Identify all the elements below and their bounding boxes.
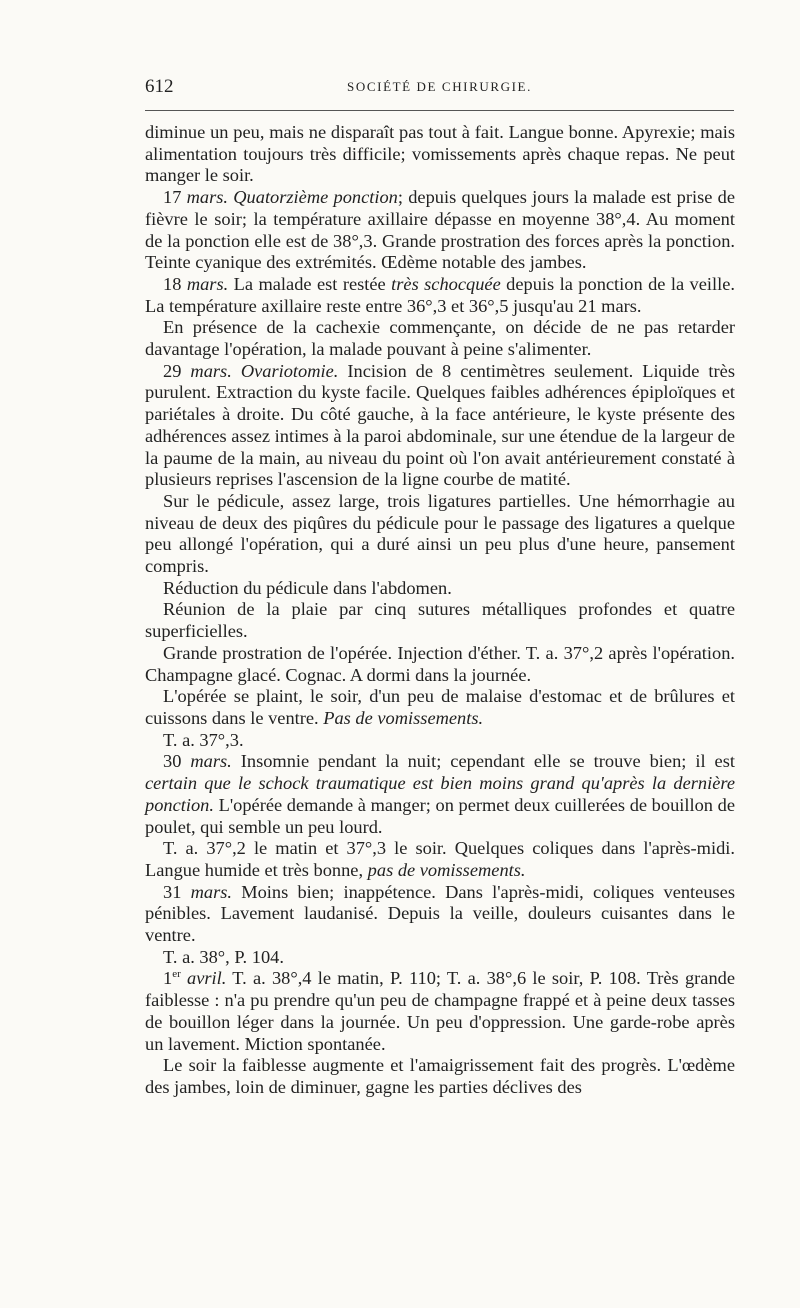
text-run: Incision de 8 centimètres seulement. Liquide très purulent. Extraction du kyste facile. Quelques faibles adhérences épiploïques et pariétales à droite. Du côté gauche, à la face antérieure, le kyste présente des adhérences assez intimes à la paroi abdominale, sur une étendue de la largeur de la paume de la main, au niveau du point où l'on avait antérieurement constaté à plusieurs reprises l'ascension de la ligne courbe de matité. [145, 360, 735, 490]
paragraph [145, 491, 735, 578]
text-run: Insomnie pendant la nuit; cependant elle se trouve bien; il est [231, 751, 735, 772]
text-run: T. a. 37°,3. [163, 729, 244, 750]
text-run: Moins bien; inappétence. Dans l'après-midi, coliques venteuses pénibles. Lavement laudanisé. Depuis la veille, douleurs cuisantes dans le ventre. [145, 881, 735, 946]
text-run: er [172, 968, 181, 981]
paragraph [145, 751, 735, 838]
text-run: T. a. 37°,2 le matin et 37°,3 le soir. Quelques coliques dans l'après-midi. Langue humide et très bonne, [145, 838, 735, 880]
italic-text: certain que le schock traumatique est bien moins grand qu'après la dernière ponction. [145, 773, 735, 815]
text-run: 31 [163, 881, 191, 902]
paragraph [145, 578, 735, 600]
text-run: Sur le pédicule, assez large, trois ligatures partielles. Une hémorrhagie au niveau de deux des piqûres du pédicule pour le passage des ligatures a quelque peu allongé l'opération, qui a duré ainsi un peu plus d'une heure, pansement compris. [145, 490, 735, 577]
italic-text: mars. Ovariotomie. [190, 360, 339, 381]
text-run: 30 [163, 751, 191, 772]
italic-text: avril. [187, 968, 227, 989]
italic-text: mars. Quatorzième ponction [186, 187, 398, 208]
paragraph [145, 317, 735, 360]
italic-text: mars. [186, 273, 229, 294]
header-rule [145, 110, 734, 111]
paragraph [145, 187, 735, 274]
text-run: Réunion de la plaie par cinq sutures métalliques profondes et quatre superficielles. [145, 599, 735, 642]
page-header [145, 76, 734, 98]
paragraph [145, 882, 735, 947]
body-text [145, 122, 735, 1099]
text-run: Réduction du pédicule dans l'abdomen. [163, 577, 452, 598]
paragraph [145, 599, 735, 642]
text-run: depuis la ponction de la veille. La température axillaire reste entre 36°,3 et 36°,5 jusqu'au 21 mars. [145, 273, 736, 316]
text-run: L'opérée se plaint, le soir, d'un peu de malaise d'estomac et de brûlures et cuissons dans le ventre. [145, 686, 735, 728]
italic-text: très schocquée [391, 273, 501, 294]
paragraph [145, 122, 735, 187]
text-run: 17 [163, 187, 187, 208]
page-number: 612 [145, 76, 174, 97]
running-title: SOCIÉTÉ DE CHIRURGIE. [347, 79, 532, 94]
text-run: T. a. 38°,4 le matin, P. 110; T. a. 38°,6 le soir, P. 108. Très grande faiblesse : n'a pu prendre qu'un peu de champagne frappé et à peine deux tasses de bouillon léger dans la journée. Un peu d'oppression. Une garde-robe après un lavement. Miction spontanée. [145, 968, 735, 1054]
text-run: diminue un peu, mais ne disparaît pas tout à fait. Langue bonne. Apyrexie; mais alimentation toujours très difficile; vomissements après chaque repas. Ne peut manger le soir. [145, 122, 735, 186]
text-run: La malade est restée [228, 273, 392, 294]
paragraph [145, 838, 735, 881]
paragraph [145, 361, 735, 491]
italic-text: pas de vomissements. [367, 859, 526, 880]
paragraph [145, 1055, 735, 1098]
text-run: Grande prostration de l'opérée. Injection d'éther. T. a. 37°,2 après l'opération. Champagne glacé. Cognac. A dormi dans la journée. [145, 642, 735, 685]
paragraph [145, 730, 735, 752]
paragraph [145, 686, 735, 729]
text-run: 18 [163, 273, 187, 294]
paragraph [145, 643, 735, 686]
paragraph [145, 968, 735, 1055]
text-run: 29 [163, 360, 191, 381]
paragraph [145, 274, 735, 317]
text-run: T. a. 38°, P. 104. [163, 946, 284, 967]
paragraph [145, 947, 735, 969]
text-run: L'opérée demande à manger; on permet deux cuillerées de bouillon de poulet, qui semble un peu lourd. [145, 794, 735, 837]
italic-text: mars. [190, 751, 232, 772]
text-run: En présence de la cachexie commençante, on décide de ne pas retarder davantage l'opération, la malade pouvant à peine s'alimenter. [145, 317, 735, 360]
text-run: ; depuis quelques jours la malade est prise de fièvre le soir; la température axillaire dépasse en moyenne 38°,4. Au moment de la ponction elle est de 38°,3. Grande prostration des forces après la ponction. Teinte cyanique des extrémités. Œdème notable des jambes. [145, 187, 736, 273]
italic-text: Pas de vomissements. [323, 707, 484, 728]
italic-text: mars. [190, 881, 233, 902]
text-run: Le soir la faiblesse augmente et l'amaigrissement fait des progrès. L'œdème des jambes, loin de diminuer, gagne les parties déclives des [145, 1055, 735, 1097]
text-run: 1 [163, 968, 173, 989]
